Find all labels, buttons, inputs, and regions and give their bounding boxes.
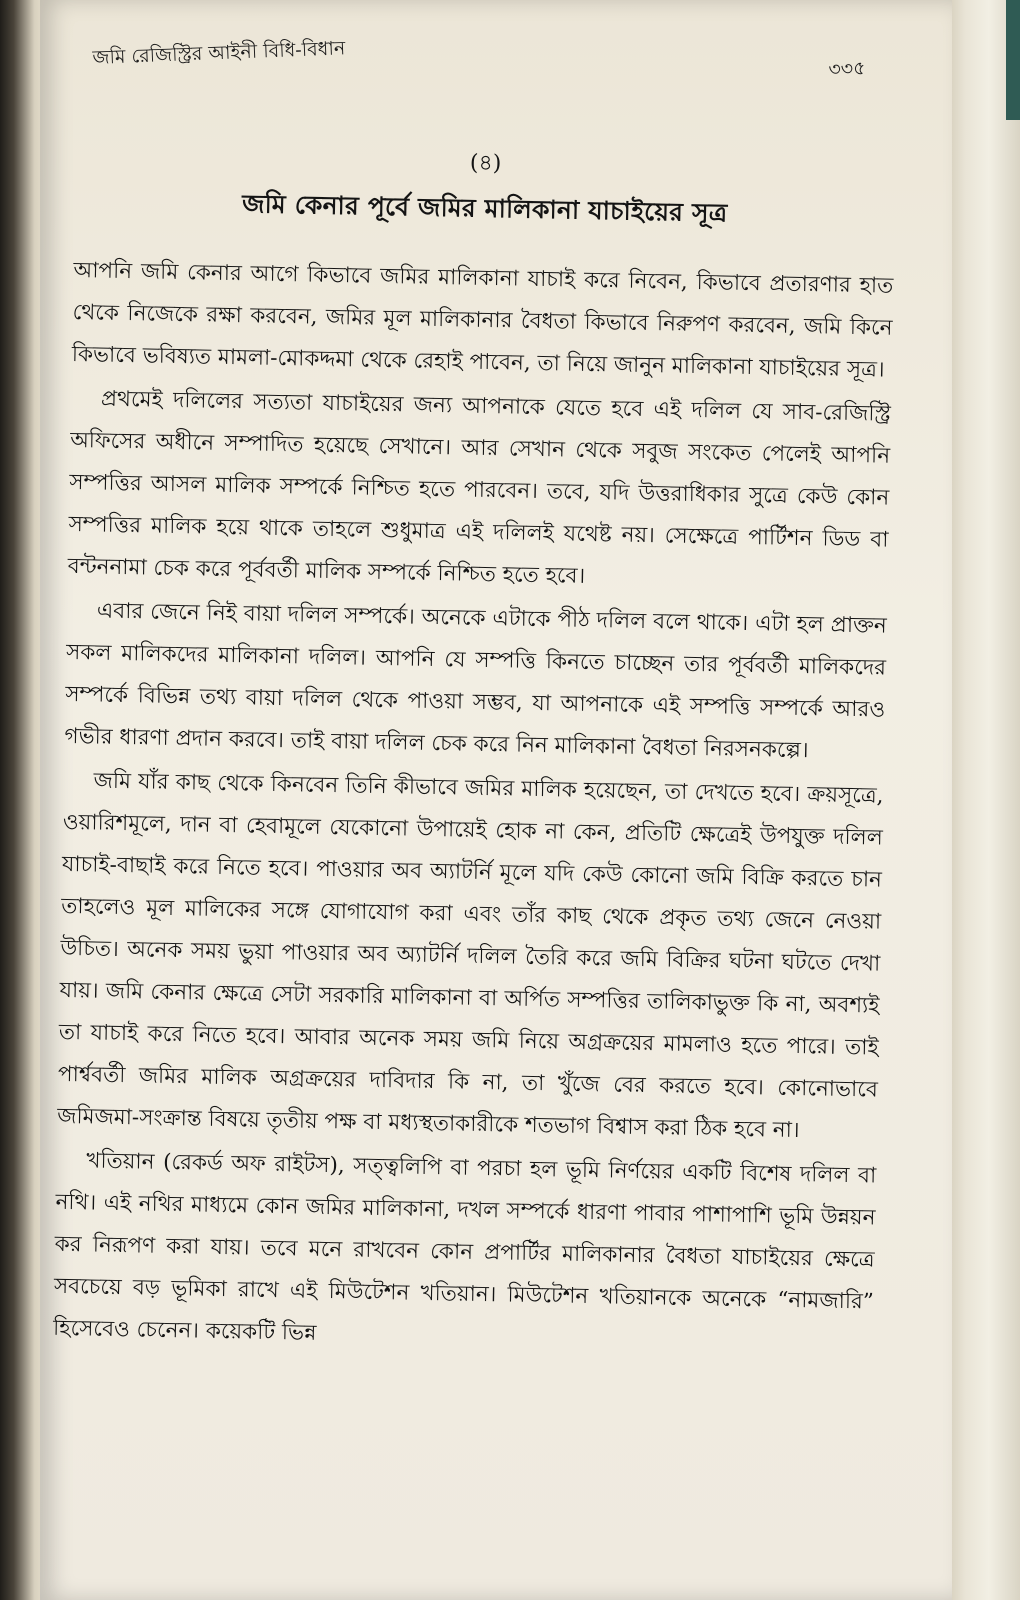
page-content (53, 138, 896, 1368)
page-number: ৩৩৫ (828, 57, 866, 81)
paragraph-seller-ownership: জমি যাঁর কাছ থেকে কিনবেন তিনি কীভাবে জমির মালিক হয়েছেন, তা দেখতে হবে। ক্রয়সূত্রে, ওয়ারিশমূলে, দান বা হেবামূলে যেকোনো উপায়েই হোক না কেন, প্রতিটি ক্ষেত্রেই উপযুক্ত দলিল যাচাই-বাছাই করে নিতে হবে। পাওয়ার অব অ্যাটর্নি মূলে যদি কেউ কোনো জমি বিক্রি করতে চান তাহলেও মূল মালিকের সঙ্গে যোগাযোগ করা এবং তাঁর কাছ থেকে প্রকৃত তথ্য জেনে নেওয়া উচিত। অনেক সময় ভুয়া পাওয়ার অব অ্যাটর্নি দলিল তৈরি করে জমি বিক্রির ঘটনা ঘটতে দেখা যায়। জমি কেনার ক্ষেত্রে সেটা সরকারি মালিকানা বা অর্পিত সম্পত্তির তালিকাভুক্ত কি না, অবশ্যই তা যাচাই করে নিতে হবে। আবার অনেক সময় জমি নিয়ে অগ্রক্রয়ের মামলাও হতে পারে। তাই পার্শ্ববর্তী জমির মালিক অগ্রক্রয়ের দাবিদার কি না, তা খুঁজে বের করতে হবে। কোনোভাবে জমিজমা-সংক্রান্ত বিষয়ে তৃতীয় পক্ষ বা মধ্যস্থতাকারীকে শতভাগ বিশ্বাস করা ঠিক হবে না। (56, 768, 884, 1144)
section-title: জমি কেনার পূর্বে জমির মালিকানা যাচাইয়ের সূত্র (241, 189, 728, 228)
paragraph-intro: আপনি জমি কেনার আগে কিভাবে জমির মালিকানা যাচাই করে নিবেন, কিভাবে প্রতারণার হাত থেকে নিজেকে রক্ষা করবেন, জমির মূল মালিকানার বৈধতা কিভাবে নিরুপণ করবেন, জমি কিনে কিভাবে ভবিষ্যত মামলা-মোকদ্দমা থেকে রেহাই পাবেন, তা নিয়ে জানুন মালিকানা যাচাইয়ের সূত্র। (71, 257, 894, 383)
running-title: জমি রেজিস্ট্রির আইনী বিধি-বিধান (92, 37, 346, 69)
section-number: (৪) (469, 150, 502, 177)
paragraph-khatian: খতিয়ান (রেকর্ড অফ রাইটস), সত্ত্বলিপি বা পরচা হল ভূমি নির্ণয়ের একটি বিশেষ দলিল বা নথি। এই নথির মাধ্যমে কোন জমির মালিকানা, দখল সম্পর্কে ধারণা পাবার পাশাপাশি ভূমি উন্নয়ন কর নিরূপণ করা যায়। তবে মনে রাখবেন কোন প্রপার্টির মালিকানার বৈধতা যাচাইয়ের ক্ষেত্রে সবচেয়ে বড় ভূমিকা রাখে এই মিউটেশন খতিয়ান। মিউটেশন খতিয়ানকে অনেকে “নামজারি” হিসেবেও চেনেন। কয়েকটি ভিন্ন (52, 1148, 877, 1346)
book-page (40, 0, 952, 1600)
running-head (92, 13, 893, 81)
paragraph-baya-deed: এবার জেনে নিই বায়া দলিল সম্পর্কে। অনেকে এটাকে পীঠ দলিল বলে থাকে। এটা হল প্রাক্তন সকল মালিকদের মালিকানা দলিল। আপনি যে সম্পত্তি কিনতে চাচ্ছেন তার পূর্ববর্তী মালিকদের সম্পর্কে বিভিন্ন তথ্য বায়া দলিল থেকে পাওয়া সম্ভব, যা আপনাকে এই সম্পত্তি সম্পর্কে আরও গভীর ধারণা প্রদান করবে। তাই বায়া দলিল চেক করে নিন মালিকানা বৈধতা নিরসনকল্পে। (64, 598, 888, 764)
paragraph-deed-verification: প্রথমেই দলিলের সত্যতা যাচাইয়ের জন্য আপনাকে যেতে হবে এই দলিল যে সাব-রেজিস্ট্রি অফিসের অধীনে সম্পাদিত হয়েছে সেখানে। আর সেখান থেকে সবুজ সংকেত পেলেই আপনি সম্পত্তির আসল মালিক সম্পর্কে নিশ্চিত হতে পারবেন। তবে, যদি উত্তরাধিকার সুত্রে কেউ কোন সম্পত্তির মালিক হয়ে থাকে তাহলে শুধুমাত্র এই দলিলই যথেষ্ট নয়। সেক্ষেত্রে পার্টিশন ডিড বা বন্টননামা চেক করে পূর্ববর্তী মালিক সম্পর্কে নিশ্চিত হতে হবে। (67, 386, 892, 589)
page-stack-edge (942, 0, 1020, 1600)
